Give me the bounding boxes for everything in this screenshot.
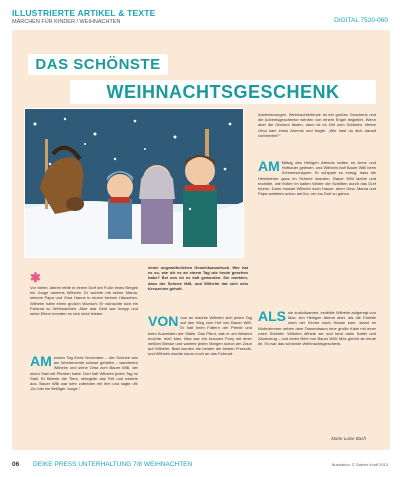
story-text-right-intro: Adventsmorgen, Weihnachtsfreude ist ein großes Geschenk und die Adventsgeschenke werden von einem Engel begleitet. Wenn aber die Glocken läuten, dann ist es Zeit zum Schlafen. Meine Oma kam eines Abends und fragte: „Wie hast du dich darauf vorbereitet?“	[258, 112, 376, 138]
am2-text: ersten Tag Ende November – der Schnee war am Wochenende schwer gefallen – wanderten Wilhelm und seine Oma zum Bauer Willi, der einen Stall mit Pferden hatte. Dort half Wilhelm jeden Tag im Stall. Er fütterte die Tiere, striegelte das Fell und mistete aus. Bauer Willi war sehr zufrieden mit ihm und sagte oft: „Du bist ein fleißiger Junge.“	[30, 355, 138, 392]
footer-left	[12, 461, 192, 468]
story-paragraph-am2	[30, 355, 138, 391]
story-title-line1: DAS SCHÖNSTE	[28, 54, 168, 75]
winter-scene-image	[25, 109, 244, 258]
dropcap-als: ALS	[258, 308, 286, 324]
am1-text: Mittag des Heiligen Abends hatten es Anne und Hofbauer gelesen, und Wilhelm half Bauer Willi beim Schneeschippen. Er schippte so emsig, dass die Heimkehrer ganz im Schnee standen. Bauer Willi lachte und erzählte, wie früher im kalten Winter die Schlitten durch das Dorf fuhren. Dann musste Wilhelm nach Hause, denn Oma, Mama und Papa warteten schon auf ihn, um ins Dorf zu gehen.	[258, 160, 376, 197]
product-code: DIGITAL 7520-060	[334, 17, 388, 24]
author-signature: Marie Luise Bach	[331, 436, 366, 441]
als-text: sie zurückkamen, erzählte Wilhelm aufgeregt von Max. Am Heiligen Abend aber, als die Familie nach der Kirche nach Hause kam, stand im Wohnzimmer neben dem Tannenbaum eine große Kiste mit einer roten Schleife. Wilhelm öffnete sie und fand darin Sattel und Zaumzeug – und einen Brief von Bauer Willi: Max gehört ab heute dir. Es war das schönste Weihnachtsgeschenk.	[258, 310, 376, 347]
story-title-line2: WEIHNACHTSGESCHENK	[70, 80, 376, 104]
story-text-mid-top: einen ungewöhnlichen Gesichtsausdruck. Wer hat es so, wie ich es an einem Tag wie heute gesehen habe? Bei uns ist es kalt geworden. Sie merkten, dass der Schnee fällt, und Wilhelm hat sich sein Kreuzchen geholt.	[148, 265, 248, 291]
asterisk-ornament: ✱	[30, 270, 41, 285]
dropcap-am2: AM	[30, 353, 52, 369]
story-paragraph-von	[148, 315, 252, 357]
section-title: ILLUSTRIERTE ARTIKEL & TEXTE	[12, 8, 156, 18]
story-paragraph-am1	[258, 160, 376, 196]
von-text: nun an machte Wilhelm sich jeden Tag auf den Weg zum Hof von Bauer Willi. Er half beim Füttern der Pferde und beim Ausmisten der Ställe. Das Pferd, das er am liebsten mochte, hieß Max. Max war ein braunes Pony mit einer weißen Blesse und wartete jeden Morgen schon am Zaun auf Wilhelm. Bald wurden die beiden die besten Freunde, und Wilhelm dachte kaum noch an das Fahrrad.	[148, 315, 252, 357]
story-paragraph-als	[258, 310, 376, 346]
illustration-credit: Illustration: © Sabine Kraft 2013	[331, 462, 388, 467]
dropcap-von: VON	[148, 313, 179, 329]
dropcap-am1: AM	[258, 158, 280, 174]
publication-name: DEIKE PRESS UNTERHALTUNG 7/8 WEIHNACHTEN	[33, 461, 193, 468]
page-number: 06	[12, 461, 20, 468]
story-intro: Vor vielen Jahren lebte in einem Dorf am Fuße eines Berges ein Junge namens Wilhelm. Er wohnte mit seiner Mama, seinem Papa und Oma Hanne in einem kleinen Häuschen. Wilhelm hatte einen großen Wunsch: Er wünschte sich ein Fahrrad zu Weihnachten. Aber das Geld war knapp und seine Eltern konnten es sich nicht leisten.	[30, 285, 138, 317]
story-illustration	[24, 108, 244, 258]
section-subtitle: MÄRCHEN FÜR KINDER / WEIHNACHTEN	[12, 19, 121, 25]
